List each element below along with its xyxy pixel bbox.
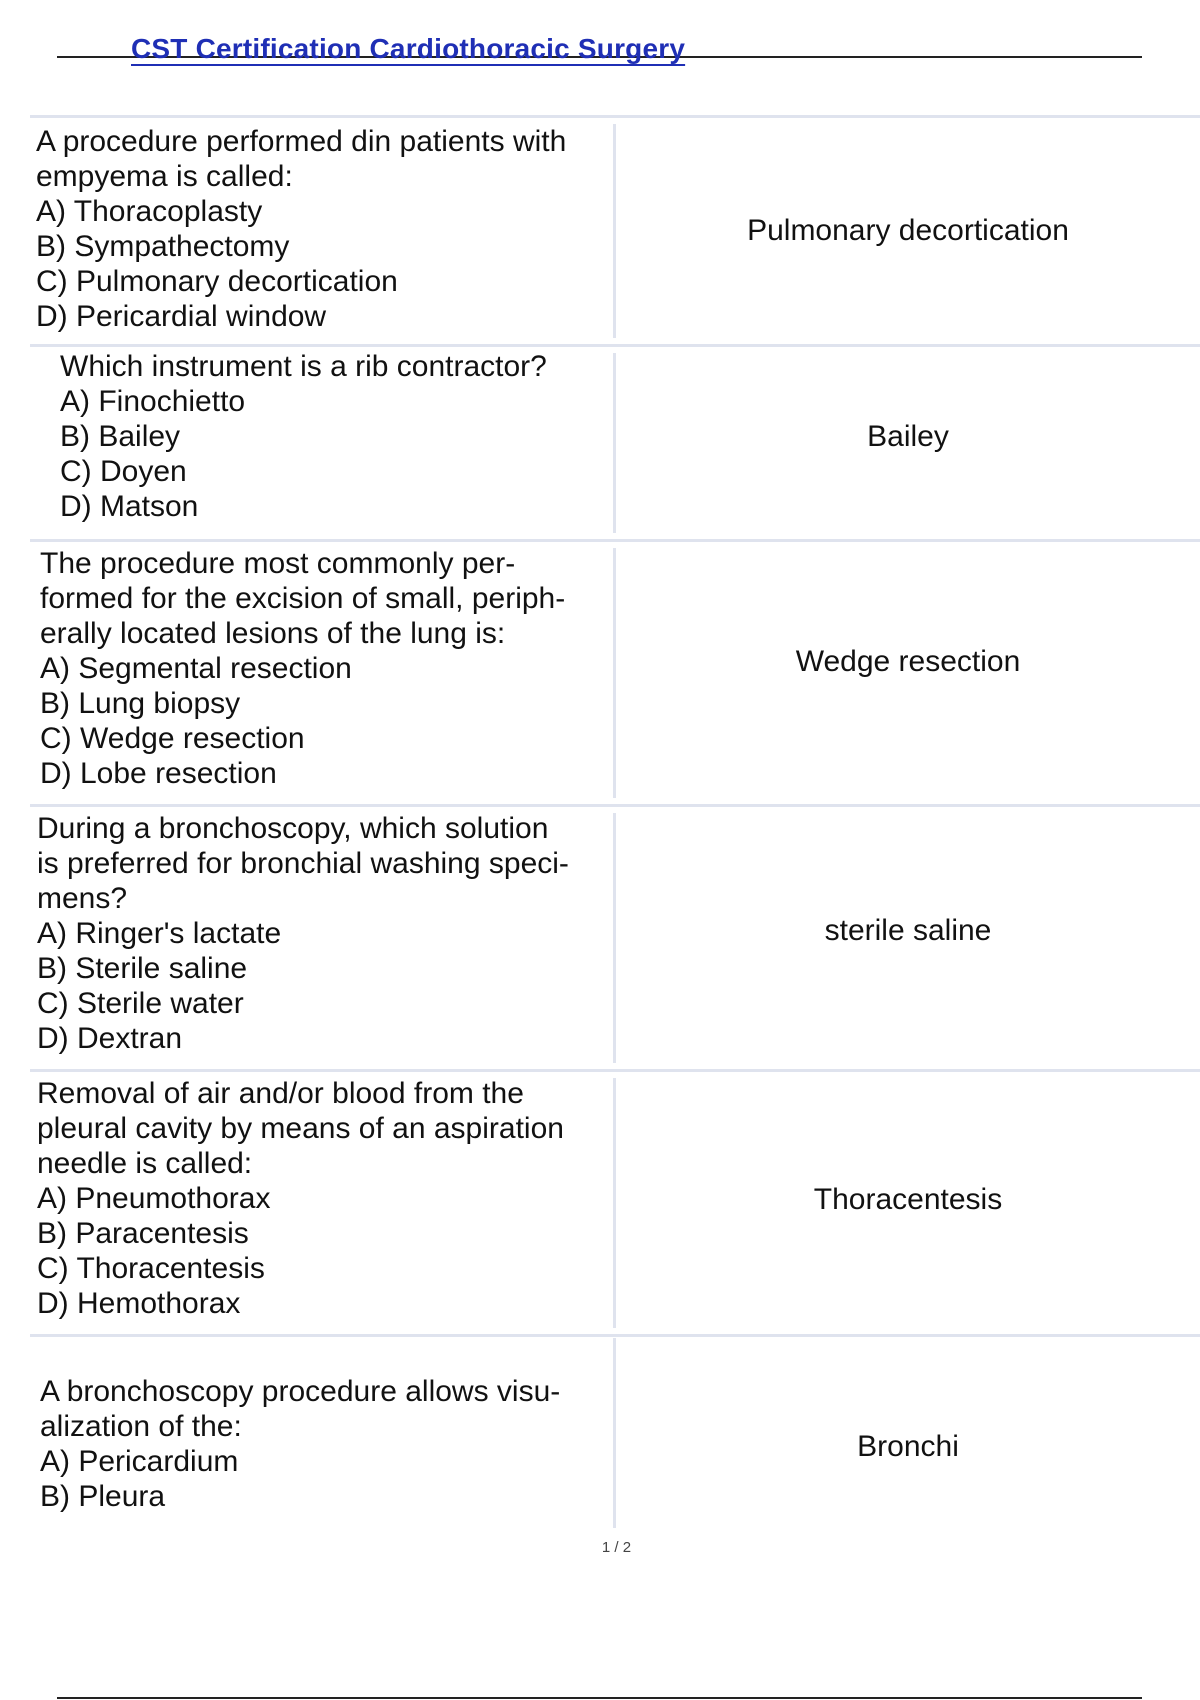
- option-a: A) Segmental resection: [40, 652, 352, 685]
- page-indicator: 1 / 2: [601, 1539, 632, 1556]
- answer-cell-4: sterile saline: [824, 914, 992, 947]
- document-title: CST Certification Cardiothoracic Surgery: [131, 33, 686, 64]
- option-d: D) Pericardial window: [36, 300, 327, 333]
- option-b: B) Bailey: [60, 420, 181, 453]
- option-b: B) Lung biopsy: [40, 687, 241, 720]
- option-a: A) Pneumothorax: [37, 1182, 271, 1215]
- option-c: C) Sterile water: [37, 987, 244, 1020]
- question-text-line: is preferred for bronchial washing speci-: [37, 847, 569, 880]
- question-cell-6: [40, 1374, 610, 1514]
- option-a: A) Ringer's lactate: [37, 917, 282, 950]
- question-text-line: Which instrument is a rib contractor?: [60, 350, 547, 383]
- option-c: C) Wedge resection: [40, 722, 305, 755]
- option-c: C) Thoracentesis: [37, 1252, 265, 1285]
- question-text-line: alization of the:: [40, 1410, 242, 1443]
- question-text-line: During a bronchoscopy, which solution: [37, 812, 549, 845]
- qa-row-1: [30, 115, 1200, 344]
- qa-row-4: [30, 804, 1200, 1069]
- option-b: B) Sterile saline: [37, 952, 248, 985]
- option-d: D) Dextran: [37, 1022, 183, 1055]
- answer-cell-5: Thoracentesis: [813, 1183, 1003, 1216]
- question-text-line: A procedure performed din patients with: [36, 125, 567, 158]
- option-c: C) Doyen: [60, 455, 187, 488]
- footer-rule: [57, 1697, 1142, 1699]
- qa-row-3: [30, 539, 1200, 804]
- option-b: B) Pleura: [40, 1480, 166, 1513]
- option-b: B) Sympathectomy: [36, 230, 290, 263]
- option-b: B) Paracentesis: [37, 1217, 249, 1250]
- option-c: C) Pulmonary decortication: [36, 265, 398, 298]
- question-text-line: A bronchoscopy procedure allows visu-: [40, 1375, 561, 1408]
- question-cell-3: [40, 546, 610, 791]
- answer-cell-2: Bailey: [867, 420, 949, 453]
- qa-row-2: [30, 344, 1200, 539]
- question-text-line: pleural cavity by means of an aspiration: [37, 1112, 564, 1145]
- option-d: D) Hemothorax: [37, 1287, 241, 1320]
- question-cell-1: [36, 124, 606, 334]
- answer-cell-1: Pulmonary decortication: [747, 214, 1069, 247]
- question-text-line: erally located lesions of the lung is:: [40, 617, 506, 650]
- option-d: D) Matson: [60, 490, 199, 523]
- answer-cell-3: Wedge resection: [795, 645, 1021, 678]
- qa-row-5: [30, 1069, 1200, 1334]
- question-cell-2: [60, 349, 630, 524]
- option-a: A) Finochietto: [60, 385, 246, 418]
- question-text-line: Removal of air and/or blood from the: [37, 1077, 524, 1110]
- option-d: D) Lobe resection: [40, 757, 277, 790]
- option-a: A) Thoracoplasty: [36, 195, 263, 228]
- column-divider: [613, 1338, 616, 1528]
- question-text-line: empyema is called:: [36, 160, 293, 193]
- question-text-line: The procedure most commonly per-: [40, 547, 516, 580]
- question-text-line: needle is called:: [37, 1147, 253, 1180]
- question-text-line: formed for the excision of small, periph-: [40, 582, 566, 615]
- question-cell-5: [37, 1076, 607, 1321]
- answer-cell-6: Bronchi: [857, 1430, 959, 1463]
- question-cell-4: [37, 811, 607, 1056]
- question-text-line: mens?: [37, 882, 128, 915]
- option-a: A) Pericardium: [40, 1445, 239, 1478]
